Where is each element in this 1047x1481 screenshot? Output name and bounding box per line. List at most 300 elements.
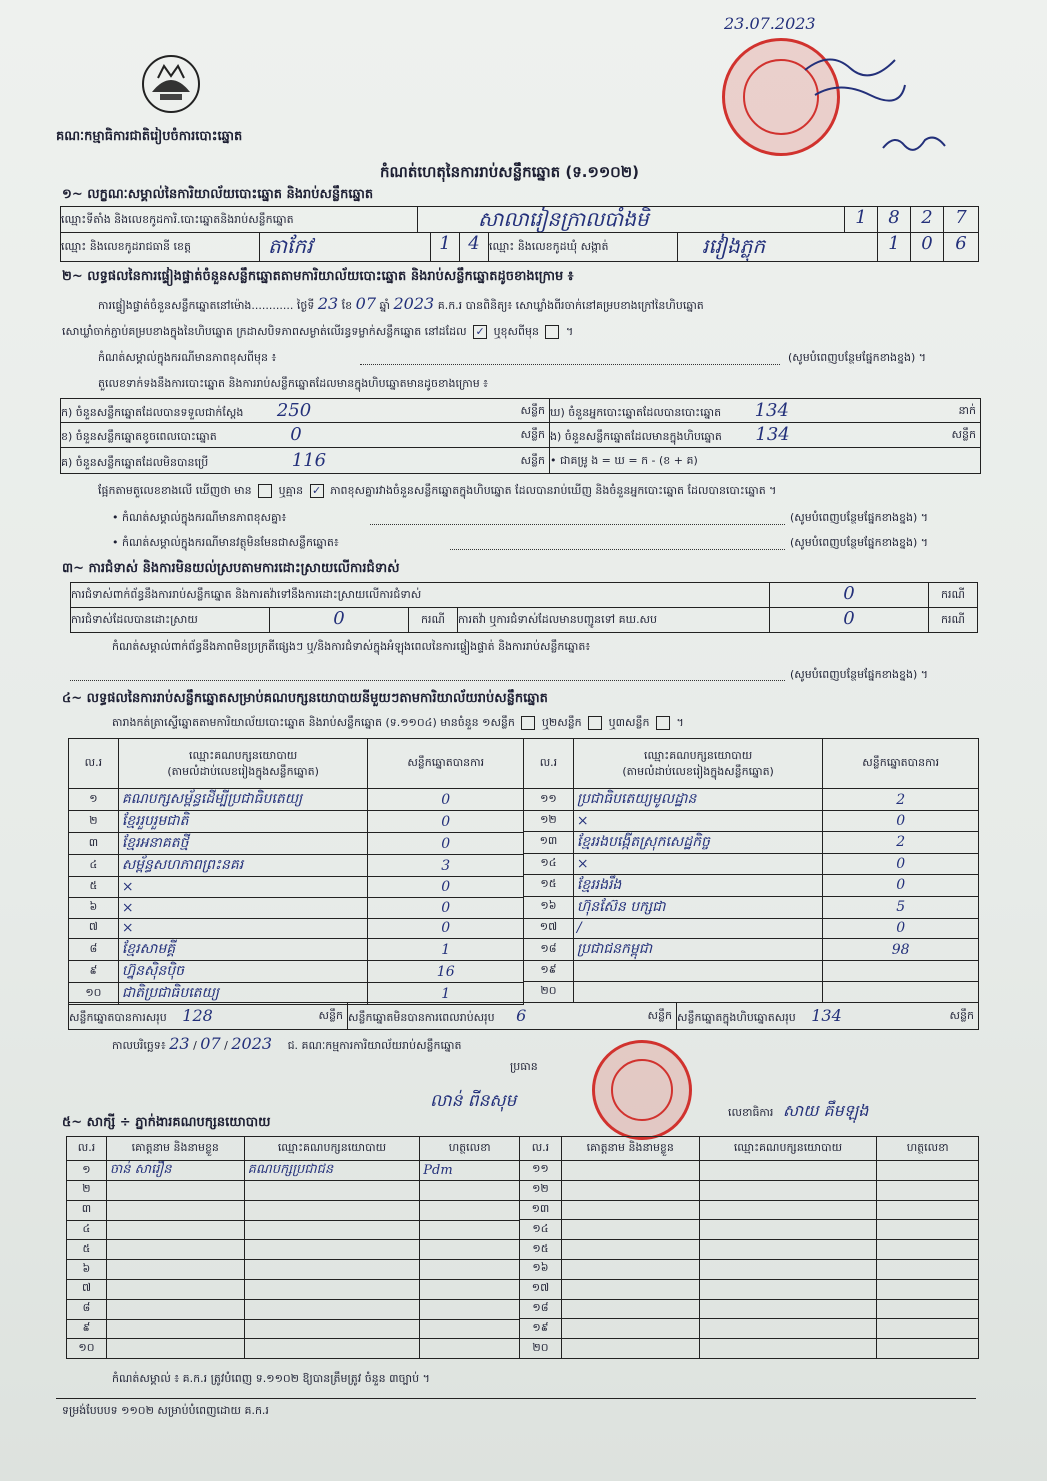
party-votes: 1: [368, 983, 524, 1005]
witness-no: ៣: [67, 1200, 107, 1220]
witness-signature[interactable]: [420, 1279, 520, 1299]
ngo-label: ង) ចំនួនសន្លឹកឆ្នោតដែលមានក្នុងហិបឆ្នោត: [550, 430, 722, 443]
total-valid-value: 128: [182, 1006, 213, 1025]
dotted-line: [450, 549, 785, 550]
check-year-label: ឆ្នាំ: [379, 299, 390, 312]
province-code-digit: 4: [459, 232, 489, 262]
kho-unit: នាក់: [958, 404, 976, 417]
col-no: ល.រ: [69, 739, 119, 789]
party-votes: 0: [823, 811, 979, 832]
formula: • ជាគម្រូ ង = ឃ = ក - (ខ + គ): [549, 447, 981, 474]
witness-row: [67, 1161, 520, 1181]
results-table-right: [523, 738, 979, 1003]
witness-signature[interactable]: [877, 1200, 979, 1220]
row-no: ១០: [69, 983, 119, 1005]
col-party: [573, 739, 822, 789]
witness-name[interactable]: [561, 1161, 699, 1181]
witness-signature[interactable]: [420, 1260, 520, 1280]
witness-table-left: [66, 1136, 520, 1359]
row-no: ៥: [69, 877, 119, 898]
ka-value: 250: [276, 400, 312, 421]
party-votes: 2: [823, 789, 979, 811]
party-name: ខ្មែររងបង្កើតស្រុកសេដ្ឋកិច្ច: [573, 831, 822, 853]
witness-party[interactable]: [244, 1260, 420, 1280]
row-no: ២: [69, 811, 119, 833]
witness-name[interactable]: [561, 1200, 699, 1220]
witness-name[interactable]: [106, 1339, 244, 1359]
result-row: [69, 833, 524, 855]
dotted-line: [360, 364, 780, 365]
witness-party[interactable]: [244, 1220, 420, 1240]
commune-code-digit: 0: [910, 232, 944, 262]
witness-party[interactable]: [699, 1259, 877, 1279]
has-diff-checkbox[interactable]: [258, 484, 272, 498]
forwarded-value: 0: [769, 607, 929, 633]
witness-no: ១៨: [520, 1299, 562, 1319]
witness-row: [520, 1240, 979, 1260]
witness-row: [520, 1259, 979, 1279]
seal-line-text: សោឃ្លាំចាក់ភ្ជាប់គម្របខាងក្នុងនៃហិបឆ្នោត ក្រដាសបិទភាពសម្ងាត់លើរន្ធទម្លាក់សន្លឹកឆ្នោត នៅដដែល: [62, 325, 467, 338]
row-no: ១៣: [524, 831, 574, 853]
party-name: ប្រជាជនកម្ពុជា: [573, 939, 822, 961]
party-name: [573, 961, 822, 982]
row-no: ៦: [69, 897, 119, 918]
result-row: [524, 961, 979, 982]
col-name: គោត្តនាម និងនាមខ្លួន: [106, 1137, 244, 1161]
party-votes: 0: [368, 789, 524, 811]
result-row: [69, 789, 524, 811]
witness-row: [67, 1200, 520, 1220]
witness-name[interactable]: [106, 1240, 244, 1260]
witness-party[interactable]: [699, 1180, 877, 1200]
total-invalid-cell: [347, 1002, 677, 1030]
col-party: ឈ្មោះគណបក្សនយោបាយ: [699, 1137, 877, 1161]
witness-party[interactable]: [244, 1339, 420, 1359]
result-row: [524, 982, 979, 1003]
resolved-unit: ករណី: [408, 607, 458, 633]
bullet-diff: • កំណត់សម្គាល់ក្នុងករណីមានភាពខុសគ្នា៖: [112, 511, 287, 524]
witness-signature[interactable]: [877, 1299, 979, 1319]
col-no: ល.រ: [67, 1137, 107, 1161]
diff-checkbox[interactable]: [545, 325, 559, 339]
witness-party[interactable]: [699, 1240, 877, 1260]
witness-name[interactable]: [561, 1319, 699, 1339]
resolved-label: ការជំទាស់ដែលបានដោះស្រាយ: [70, 607, 270, 633]
figure-row-kho: [549, 398, 981, 423]
col-party: [118, 739, 368, 789]
witness-party[interactable]: [244, 1319, 420, 1339]
col-party-label: ឈ្មោះគណបក្សនយោបាយ: [643, 748, 753, 762]
witness-table-right: [519, 1136, 979, 1359]
one-sheet-checkbox[interactable]: [521, 716, 535, 730]
commune-code-digit: 1: [877, 232, 911, 262]
section3-heading: ៣~ ការជំទាស់ និងការមិនយល់ស្របតាមការដោះស្រាយលើការជំទាស់: [62, 561, 400, 576]
committee-label: ជ. គណៈកម្មការការិយាល័យរាប់សន្លឹកឆ្នោត: [287, 1039, 462, 1052]
witness-signature[interactable]: [420, 1319, 520, 1339]
row-no: ១៩: [524, 961, 574, 982]
figure-row-ngo: [549, 422, 981, 448]
check-day: 23: [317, 294, 339, 313]
compare-line: [98, 484, 776, 500]
ko-label: គ) ចំនួនសន្លឹកឆ្នោតដែលមិនបានប្រើ: [61, 456, 209, 469]
kho-value: 134: [754, 400, 789, 421]
party-name: [573, 982, 822, 1003]
results-table-left: [68, 738, 524, 1005]
location-code-digit: 2: [910, 206, 944, 233]
row-no: ១: [69, 789, 119, 811]
witness-row: [520, 1279, 979, 1299]
party-name: គណបក្សសម្ព័ន្ធដើម្បីប្រជាធិបតេយ្យ: [118, 789, 368, 811]
witness-party[interactable]: [699, 1279, 877, 1299]
footer-divider: [56, 1398, 976, 1399]
col-party-sub: (តាមលំដាប់លេខរៀងក្នុងសន្លឹកឆ្នោត): [167, 764, 319, 778]
two-sheets-checkbox[interactable]: [588, 716, 602, 730]
result-row: [524, 874, 979, 896]
party-name: ×: [118, 897, 368, 918]
row-no: ១៧: [524, 918, 574, 939]
witness-row: [67, 1339, 520, 1359]
total-box-value: 134: [811, 1006, 842, 1025]
witness-row: [520, 1180, 979, 1200]
ko-unit: សន្លឹក: [520, 454, 545, 467]
kha-unit: សន្លឹក: [520, 428, 545, 441]
row-no: ១៤: [524, 853, 574, 874]
stamp-date: 23.07.2023: [724, 14, 816, 33]
row-no: ៣: [69, 833, 119, 855]
three-sheets-checkbox[interactable]: [656, 716, 670, 730]
witness-no: ១៤: [520, 1220, 562, 1240]
result-row: [524, 789, 979, 811]
party-name: ជាតិប្រជាធិបតេយ្យ: [118, 983, 368, 1005]
witness-signature[interactable]: [877, 1279, 979, 1299]
witness-signature[interactable]: [877, 1259, 979, 1279]
witness-party[interactable]: [699, 1161, 877, 1181]
section1-heading: ១~ លក្ខណៈសម្គាល់នៃការិយាល័យបោះឆ្នោត និងរាប់សន្លឹកឆ្នោត: [62, 187, 374, 202]
party-name: ហ៊ុនស៊ែន បក្សជា: [573, 896, 822, 918]
total-box-cell: [676, 1002, 979, 1030]
witness-no: ១៧: [520, 1279, 562, 1299]
bullet-object: • កំណត់សម្គាល់ក្នុងករណីមានវត្ថុមិនមែនជាសន្លឹកឆ្នោត៖: [112, 536, 339, 549]
figure-row-ka: [60, 398, 550, 423]
party-votes: 98: [823, 939, 979, 961]
party-name: ហ្វ៊ុនស៊ិនប៉ិច: [118, 961, 368, 983]
result-row: [69, 811, 524, 833]
witness-name[interactable]: [106, 1319, 244, 1339]
witness-signature[interactable]: [420, 1299, 520, 1319]
result-row: [69, 918, 524, 939]
party-votes: 0: [368, 918, 524, 939]
witness-signature[interactable]: [420, 1220, 520, 1240]
witness-row: [520, 1220, 979, 1240]
witness-no: ៦: [67, 1260, 107, 1280]
kha-label: ខ) ចំនួនសន្លឹកឆ្នោតខូចពេលបោះឆ្នោត: [61, 430, 217, 443]
result-row: [524, 853, 979, 874]
party-votes: [823, 961, 979, 982]
witness-signature[interactable]: [420, 1200, 520, 1220]
location-code-digit: 1: [844, 206, 878, 233]
witness-name[interactable]: [106, 1260, 244, 1280]
result-row: [524, 831, 979, 853]
dotted-line: [70, 680, 785, 681]
no-diff-label: ឬគ្មាន: [278, 484, 304, 497]
date-day: 23: [169, 1034, 190, 1053]
sheet-count-line: តារាងកត់ត្រាស្ទើឆ្នោតតាមការិយាល័យបោះឆ្នោត និងរាប់សន្លឹកឆ្នោត (ទ.១១០៤) មានចំនួន ១សន្លឹក ឬ២សន្លឹក ឬ៣សន្លឹក ។: [112, 716, 684, 729]
col-name: គោត្តនាម និងនាមខ្លួន: [561, 1137, 699, 1161]
witness-no: ១២: [520, 1180, 562, 1200]
secretary-line: [728, 1100, 868, 1124]
witness-signature[interactable]: [877, 1161, 979, 1181]
row-no: ១៦: [524, 896, 574, 918]
witness-signature[interactable]: [420, 1240, 520, 1260]
party-votes: 5: [823, 896, 979, 918]
party-votes: 0: [368, 897, 524, 918]
kho-label: ឃ) ចំនួនអ្នកបោះឆ្នោតដែលបានបោះឆ្នោត: [550, 406, 722, 419]
party-name: ×: [118, 877, 368, 898]
witness-no: ៥: [67, 1240, 107, 1260]
col-party-sub: (តាមលំដាប់លេខរៀងក្នុងសន្លឹកឆ្នោត): [622, 764, 774, 778]
witness-name[interactable]: [561, 1180, 699, 1200]
check-month: 07: [355, 294, 377, 313]
ko-value: 116: [291, 450, 327, 471]
note-more: (សូមបំពេញបន្ថែមផ្នែកខាងខ្នង) ។: [790, 668, 929, 681]
committee-stamp: [592, 1040, 692, 1140]
date-year: 2023: [231, 1034, 273, 1053]
ka-unit: សន្លឹក: [520, 404, 545, 417]
col-no: ល.រ: [524, 739, 574, 789]
result-row: [524, 896, 979, 918]
total-box-unit: សន្លឹក: [949, 1009, 974, 1022]
two-sheets-label: ឬ២សន្លឹក: [541, 716, 582, 729]
party-name: ប្រជាធិបតេយ្យមូលដ្ឋាន: [573, 789, 822, 811]
total-valid-unit: សន្លឹក: [318, 1009, 343, 1022]
witness-name[interactable]: [106, 1299, 244, 1319]
party-votes: 16: [368, 961, 524, 983]
ngo-unit: សន្លឹក: [951, 428, 976, 441]
check-month-label: ខែ: [341, 299, 353, 312]
province-label: ឈ្មោះ និងលេខកូដរាជធានី ខេត្ត: [60, 232, 260, 262]
three-sheets-label: ឬ៣សន្លឹក: [608, 716, 650, 729]
party-votes: 0: [823, 918, 979, 939]
same-checkbox[interactable]: ✓: [473, 325, 487, 339]
objection-value: 0: [769, 582, 929, 608]
result-row: [69, 961, 524, 983]
witness-no: ៤: [67, 1220, 107, 1240]
witness-no: ១១: [520, 1161, 562, 1181]
date-line: កាលបរិច្ឆេទ៖ 23 / 07 / 2023 ជ. គណៈកម្មការការិយាល័យរាប់សន្លឹកឆ្នោត: [112, 1034, 462, 1053]
witness-row: [67, 1240, 520, 1260]
witness-name[interactable]: [561, 1240, 699, 1260]
result-row: [69, 877, 524, 898]
witness-party[interactable]: [699, 1299, 877, 1319]
witness-row: [67, 1220, 520, 1240]
witness-name[interactable]: [106, 1220, 244, 1240]
sheet-count-text: តារាងកត់ត្រាស្ទើឆ្នោតតាមការិយាល័យបោះឆ្នោត និងរាប់សន្លឹកឆ្នោត (ទ.១១០៤) មានចំនួន ១សន្លឹក: [112, 716, 515, 729]
party-votes: 0: [823, 874, 979, 896]
witness-signature[interactable]: [420, 1339, 520, 1359]
witness-row: [67, 1299, 520, 1319]
witness-party[interactable]: [699, 1200, 877, 1220]
result-row: [69, 855, 524, 877]
secretary-label: លេខាធិការ: [728, 1106, 774, 1119]
witness-party[interactable]: [699, 1339, 877, 1359]
witness-name[interactable]: [561, 1220, 699, 1240]
party-votes: 1: [368, 939, 524, 961]
witness-party[interactable]: [244, 1240, 420, 1260]
col-votes: សន្លឹកឆ្នោតបានការ: [823, 739, 979, 789]
party-votes: [823, 982, 979, 1003]
witness-name[interactable]: [561, 1259, 699, 1279]
ngo-value: 134: [755, 424, 790, 445]
result-row: [69, 939, 524, 961]
witness-party[interactable]: [244, 1181, 420, 1201]
result-row: [524, 918, 979, 939]
nec-emblem-icon: [138, 48, 204, 118]
location-name: សាលារៀនក្រាលបាំងមិ: [417, 206, 845, 233]
col-party-label: ឈ្មោះគណបក្សនយោបាយ: [188, 748, 298, 762]
witness-row: [67, 1279, 520, 1299]
check-line-text-2: គ.ក.រ បានពិនិត្យ៖ សោឃ្លាំងពីរចាក់នៅគម្របខាងក្រៅនៃហិបឆ្នោត: [437, 299, 704, 312]
footer-form: ទម្រង់បែបបទ ១១០២ សម្រាប់បំពេញដោយ គ.ក.រ: [62, 1404, 269, 1417]
party-name: ×: [573, 853, 822, 874]
total-invalid-label: សន្លឹកឆ្នោតមិនបានការពេលរាប់សរុប: [348, 1011, 495, 1024]
witness-row: [67, 1181, 520, 1201]
col-sign: ហត្ថលេខា: [877, 1137, 979, 1161]
witness-row: [520, 1339, 979, 1359]
witness-signature[interactable]: Pdm: [420, 1161, 520, 1181]
figure-row-kha: [60, 422, 550, 448]
witness-no: ១៥: [520, 1240, 562, 1260]
witness-no: ២០: [520, 1339, 562, 1359]
compare-text-2: ភាពខុសគ្នារវាងចំនួនសន្លឹកឆ្នោតក្នុងហិបឆ្នោត ដែលបានរាប់ឃើញ និងចំនួនអ្នកបោះឆ្នោត ដែលបានបោះឆ្នោត ។: [330, 484, 777, 497]
witness-signature[interactable]: [877, 1240, 979, 1260]
province-code-digit: 1: [430, 232, 460, 262]
party-name: ×: [118, 918, 368, 939]
party-name: ខ្មែរសាមគ្គី: [118, 939, 368, 961]
party-name: ×: [573, 811, 822, 832]
witness-name[interactable]: [106, 1200, 244, 1220]
party-name: /: [573, 918, 822, 939]
witness-row: [520, 1319, 979, 1339]
witness-name[interactable]: [106, 1279, 244, 1299]
witness-row: [520, 1299, 979, 1319]
section2-heading: ២~ លទ្ធផលនៃការផ្ទៀងផ្ទាត់ចំនួនសន្លឹកឆ្នោតតាមការិយាល័យបោះឆ្នោត និងរាប់សន្លឹកឆ្នោតដូចខាងក្រោម ៖: [62, 269, 574, 284]
party-votes: 3: [368, 855, 524, 877]
witness-name[interactable]: [561, 1299, 699, 1319]
party-name: សម្ព័ន្ធសហភាពព្រះនគរ: [118, 855, 368, 877]
witness-name[interactable]: ចាន់ សារឿន: [106, 1161, 244, 1181]
total-invalid-value: 6: [516, 1006, 527, 1025]
row-no: ១៨: [524, 939, 574, 961]
note-more: (សូមបំពេញបន្ថែមផ្នែកខាងខ្នង) ។: [790, 511, 929, 524]
col-votes: សន្លឹកឆ្នោតបានការ: [368, 739, 524, 789]
party-votes: 0: [368, 877, 524, 898]
forwarded-label: ការតវ៉ា ឬការជំទាស់ដែលមានបញ្ជូនទៅ គឃ.សប: [457, 607, 770, 633]
row-no: ១២: [524, 811, 574, 832]
objection-label: ការជំទាស់ពាក់ព័ន្ធនឹងការរាប់សន្លឹកឆ្នោត និងការតវ៉ាទៅនឹងការដោះស្រាយលើការជំទាស់: [70, 582, 770, 608]
witness-signature[interactable]: [877, 1339, 979, 1359]
witness-party[interactable]: [699, 1319, 877, 1339]
witness-no: ១៦: [520, 1259, 562, 1279]
check-year: 2023: [393, 294, 435, 313]
witness-row: [520, 1200, 979, 1220]
section5-heading: ៥~ សាក្សី ÷ ភ្នាក់ងារគណបក្សនយោបាយ: [62, 1115, 271, 1130]
party-votes: 0: [368, 833, 524, 855]
witness-no: ៩: [67, 1319, 107, 1339]
form-title: កំណត់ហេតុនៃការរាប់សន្លឹកឆ្នោត (ទ.១១០២): [380, 163, 640, 181]
witness-party[interactable]: [244, 1200, 420, 1220]
irregularity-note: កំណត់សម្គាល់ពាក់ព័ន្ធនឹងភាពមិនប្រក្រតីផ្សេងៗ ឬ/និងការជំទាស់ក្នុងអំឡុងពេលនៃការផ្ទៀងផ្ទាត់ និងការរាប់សន្លឹកឆ្នោត៖: [112, 640, 591, 653]
footer-note: កំណត់សម្គាល់ ៖ គ.ក.រ ត្រូវបំពេញ ទ.១១០២ ឱ្យបានត្រឹមត្រូវ ចំនួន ៣ច្បាប់ ។: [112, 1372, 430, 1385]
signature-mark-icon: [800, 40, 910, 110]
witness-signature[interactable]: [877, 1220, 979, 1240]
commune-label: ឈ្មោះ និងលេខកូដឃុំ សង្កាត់: [488, 232, 678, 262]
witness-no: ៨: [67, 1299, 107, 1319]
witness-name[interactable]: [561, 1279, 699, 1299]
figure-row-ko: [60, 447, 550, 474]
party-name: ខ្មែររួបរួមជាតិ: [118, 811, 368, 833]
no-diff-checkbox[interactable]: ✓: [310, 484, 324, 498]
witness-row: [67, 1319, 520, 1339]
secretary-signature: សាយ គឹមឡុង: [782, 1101, 869, 1120]
result-row: [69, 897, 524, 918]
total-invalid-unit: សន្លឹក: [647, 1009, 672, 1022]
witness-party[interactable]: [244, 1279, 420, 1299]
location-label: ឈ្មោះទីតាំង និងលេខកូដការិ.បោះឆ្នោតនិងរាប់សន្លឹកឆ្នោត: [60, 206, 418, 233]
witness-no: ១៩: [520, 1319, 562, 1339]
witness-signature[interactable]: [877, 1180, 979, 1200]
date-month: 07: [200, 1034, 221, 1053]
witness-signature[interactable]: [877, 1319, 979, 1339]
kha-value: 0: [290, 424, 302, 445]
party-votes: 2: [823, 831, 979, 853]
witness-name[interactable]: [106, 1181, 244, 1201]
chair-label: ប្រធាន: [510, 1060, 538, 1073]
resolved-value: 0: [269, 607, 409, 633]
ka-label: ក) ចំនួនសន្លឹកឆ្នោតដែលបានទទួលជាក់ស្តែង: [61, 406, 244, 419]
total-valid-cell: [68, 1002, 348, 1030]
note-more: (សូមបំពេញបន្ថែមផ្នែកខាងខ្នង) ។: [788, 351, 927, 364]
party-votes: 0: [823, 853, 979, 874]
witness-row: [67, 1260, 520, 1280]
note-more: (សូមបំពេញបន្ថែមផ្នែកខាងខ្នង) ។: [790, 536, 929, 549]
witness-party[interactable]: [699, 1220, 877, 1240]
witness-no: ១៣: [520, 1200, 562, 1220]
location-code-digit: 8: [877, 206, 911, 233]
witness-party[interactable]: គណបក្សប្រជាជន: [244, 1161, 420, 1181]
initials-mark-icon: [880, 128, 950, 158]
witness-no: ២: [67, 1181, 107, 1201]
check-line: [98, 294, 704, 315]
col-sign: ហត្ថលេខា: [420, 1137, 520, 1161]
witness-name[interactable]: [561, 1339, 699, 1359]
figures-intro: តួលេខទាក់ទងនឹងការបោះឆ្នោត និងការរាប់សន្លឹកឆ្នោតដែលមានក្នុងហិបឆ្នោតមានដូចខាងក្រោម ៖: [98, 377, 489, 390]
witness-party[interactable]: [244, 1299, 420, 1319]
total-box-label: សន្លឹកឆ្នោតក្នុងហិបឆ្នោតសរុប: [677, 1011, 796, 1024]
witness-no: ១០: [67, 1339, 107, 1359]
row-no: ៤: [69, 855, 119, 877]
row-no: ២០: [524, 982, 574, 1003]
commune-code-digit: 6: [943, 232, 979, 262]
witness-no: ៧: [67, 1279, 107, 1299]
location-code-digit: 7: [943, 206, 979, 233]
diff-label: ឬខុសពីមុន: [493, 325, 539, 338]
party-name: ខ្មែរអនាគតថ្មី: [118, 833, 368, 855]
row-no: ១១: [524, 789, 574, 811]
date-label: កាលបរិច្ឆេទ៖: [112, 1039, 166, 1052]
witness-signature[interactable]: [420, 1181, 520, 1201]
party-votes: 0: [368, 811, 524, 833]
check-line-text: ការផ្ទៀងផ្ទាត់ចំនួនសន្លឹកឆ្នោតនៅម៉ោង............ ថ្ងៃទី: [98, 299, 315, 312]
